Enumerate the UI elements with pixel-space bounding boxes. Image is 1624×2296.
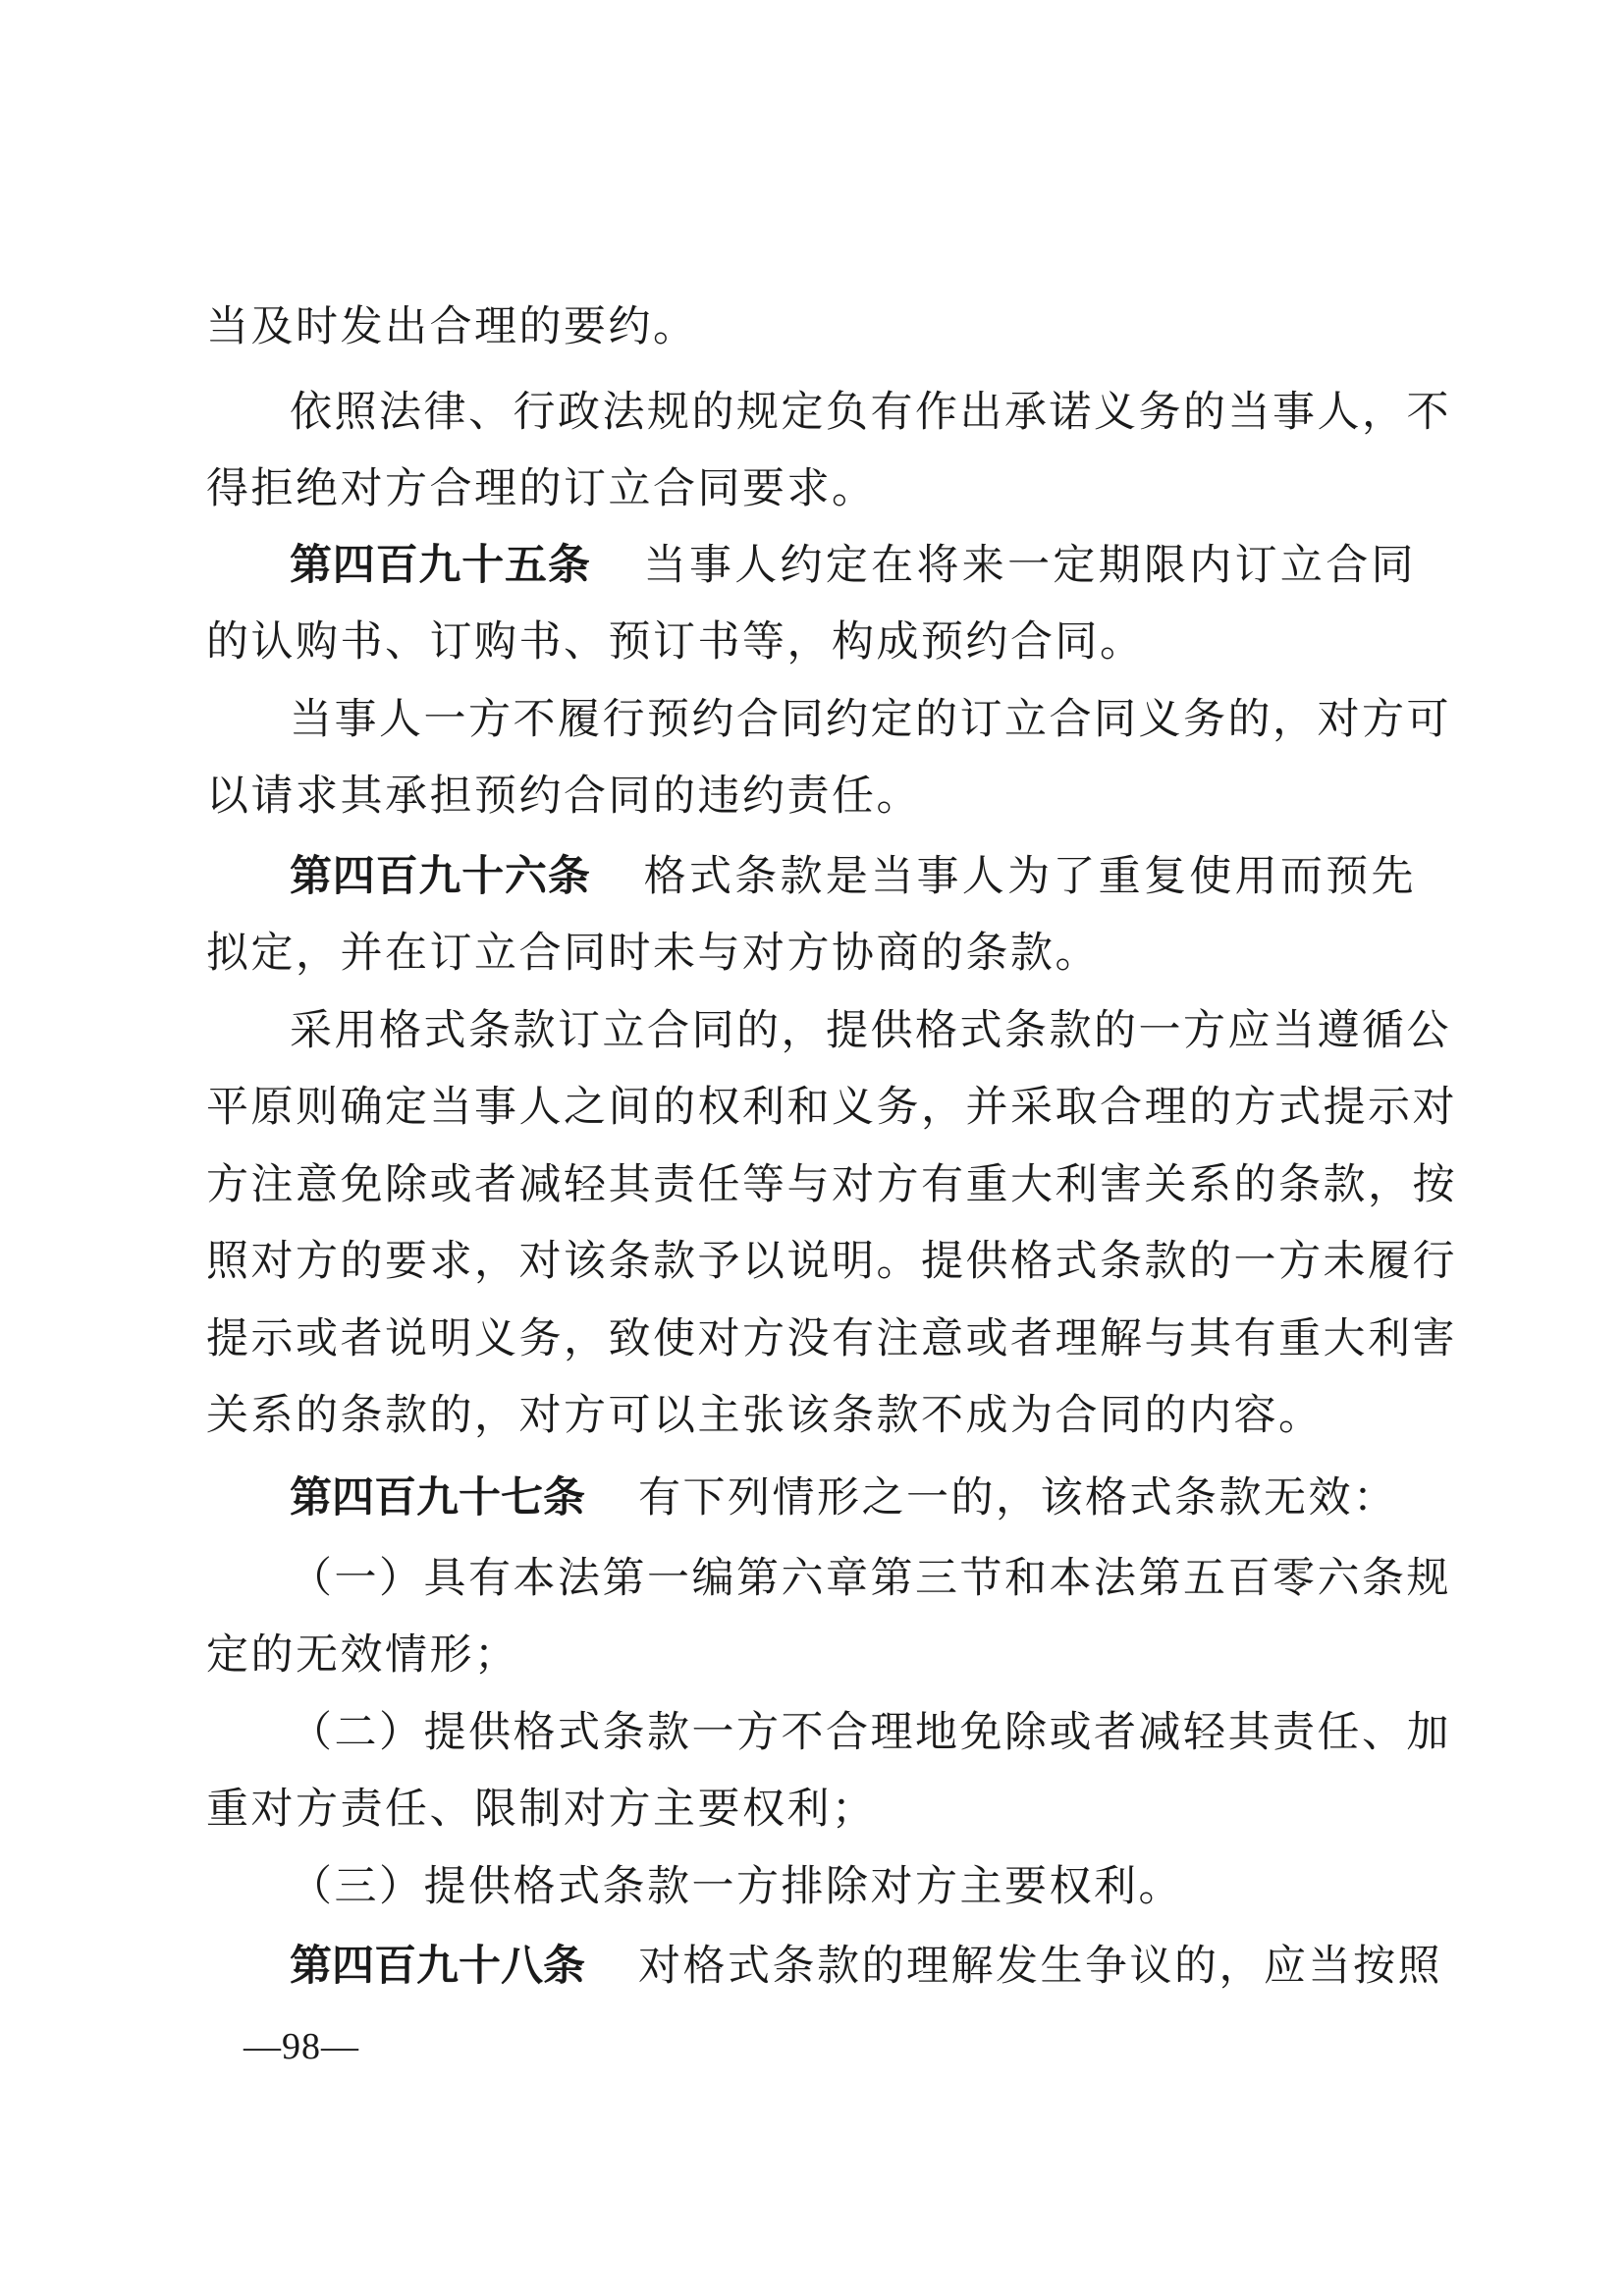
article-text: 当事人约定在将来一定期限内订立合同 xyxy=(643,541,1417,590)
text-line: 得拒绝对方合理的订立合同要求。 xyxy=(206,464,877,513)
text-line: 方注意免除或者减轻其责任等与对方有重大利害关系的条款，按 xyxy=(206,1160,1457,1209)
article-line xyxy=(290,1459,1416,1537)
text-line: 提示或者说明义务，致使对方没有注意或者理解与其有重大利害 xyxy=(206,1314,1457,1363)
article-heading: 第四百九十五条 xyxy=(290,541,591,590)
article-line xyxy=(290,837,1416,916)
text-line: 当及时发出合理的要约。 xyxy=(206,302,698,351)
article-heading: 第四百九十七条 xyxy=(290,1473,585,1522)
text-line: 平原则确定当事人之间的权利和义务，并采取合理的方式提示对 xyxy=(206,1083,1457,1132)
list-item-line: （一）具有本法第一编第六章第三节和本法第五百零六条规 xyxy=(290,1554,1451,1603)
text-line: 照对方的要求，对该条款予以说明。提供格式条款的一方未履行 xyxy=(206,1237,1457,1286)
text-line: 重对方责任、限制对方主要权利； xyxy=(206,1785,877,1834)
text-line: 的认购书、订购书、预订书等，构成预约合同。 xyxy=(206,617,1145,667)
article-line xyxy=(290,1927,1442,2005)
article-text: 对格式条款的理解发生争议的，应当按照 xyxy=(638,1942,1442,1991)
paragraph-line: 当事人一方不履行预约合同约定的订立合同义务的，对方可 xyxy=(290,695,1451,744)
text-line: 关系的条款的，对方可以主张该条款不成为合同的内容。 xyxy=(206,1391,1324,1440)
text-line: 拟定，并在订立合同时未与对方协商的条款。 xyxy=(206,929,1100,978)
article-heading: 第四百九十六条 xyxy=(290,852,591,901)
list-item-line: （三）提供格式条款一方排除对方主要权利。 xyxy=(290,1862,1183,1911)
paragraph-line: 采用格式条款订立合同的，提供格式条款的一方应当遵循公 xyxy=(290,1006,1451,1055)
paragraph-line: 依照法律、行政法规的规定负有作出承诺义务的当事人，不 xyxy=(290,388,1451,437)
text-line: 以请求其承担预约合同的违约责任。 xyxy=(206,772,921,821)
article-text: 格式条款是当事人为了重复使用而预先 xyxy=(643,852,1417,901)
article-line xyxy=(290,526,1416,605)
article-text: 有下列情形之一的，该格式条款无效： xyxy=(638,1473,1398,1522)
list-item-line: （二）提供格式条款一方不合理地免除或者减轻其责任、加 xyxy=(290,1708,1451,1757)
article-heading: 第四百九十八条 xyxy=(290,1942,585,1991)
page-number: —98— xyxy=(244,2026,359,2067)
text-line: 定的无效情形； xyxy=(206,1630,519,1680)
